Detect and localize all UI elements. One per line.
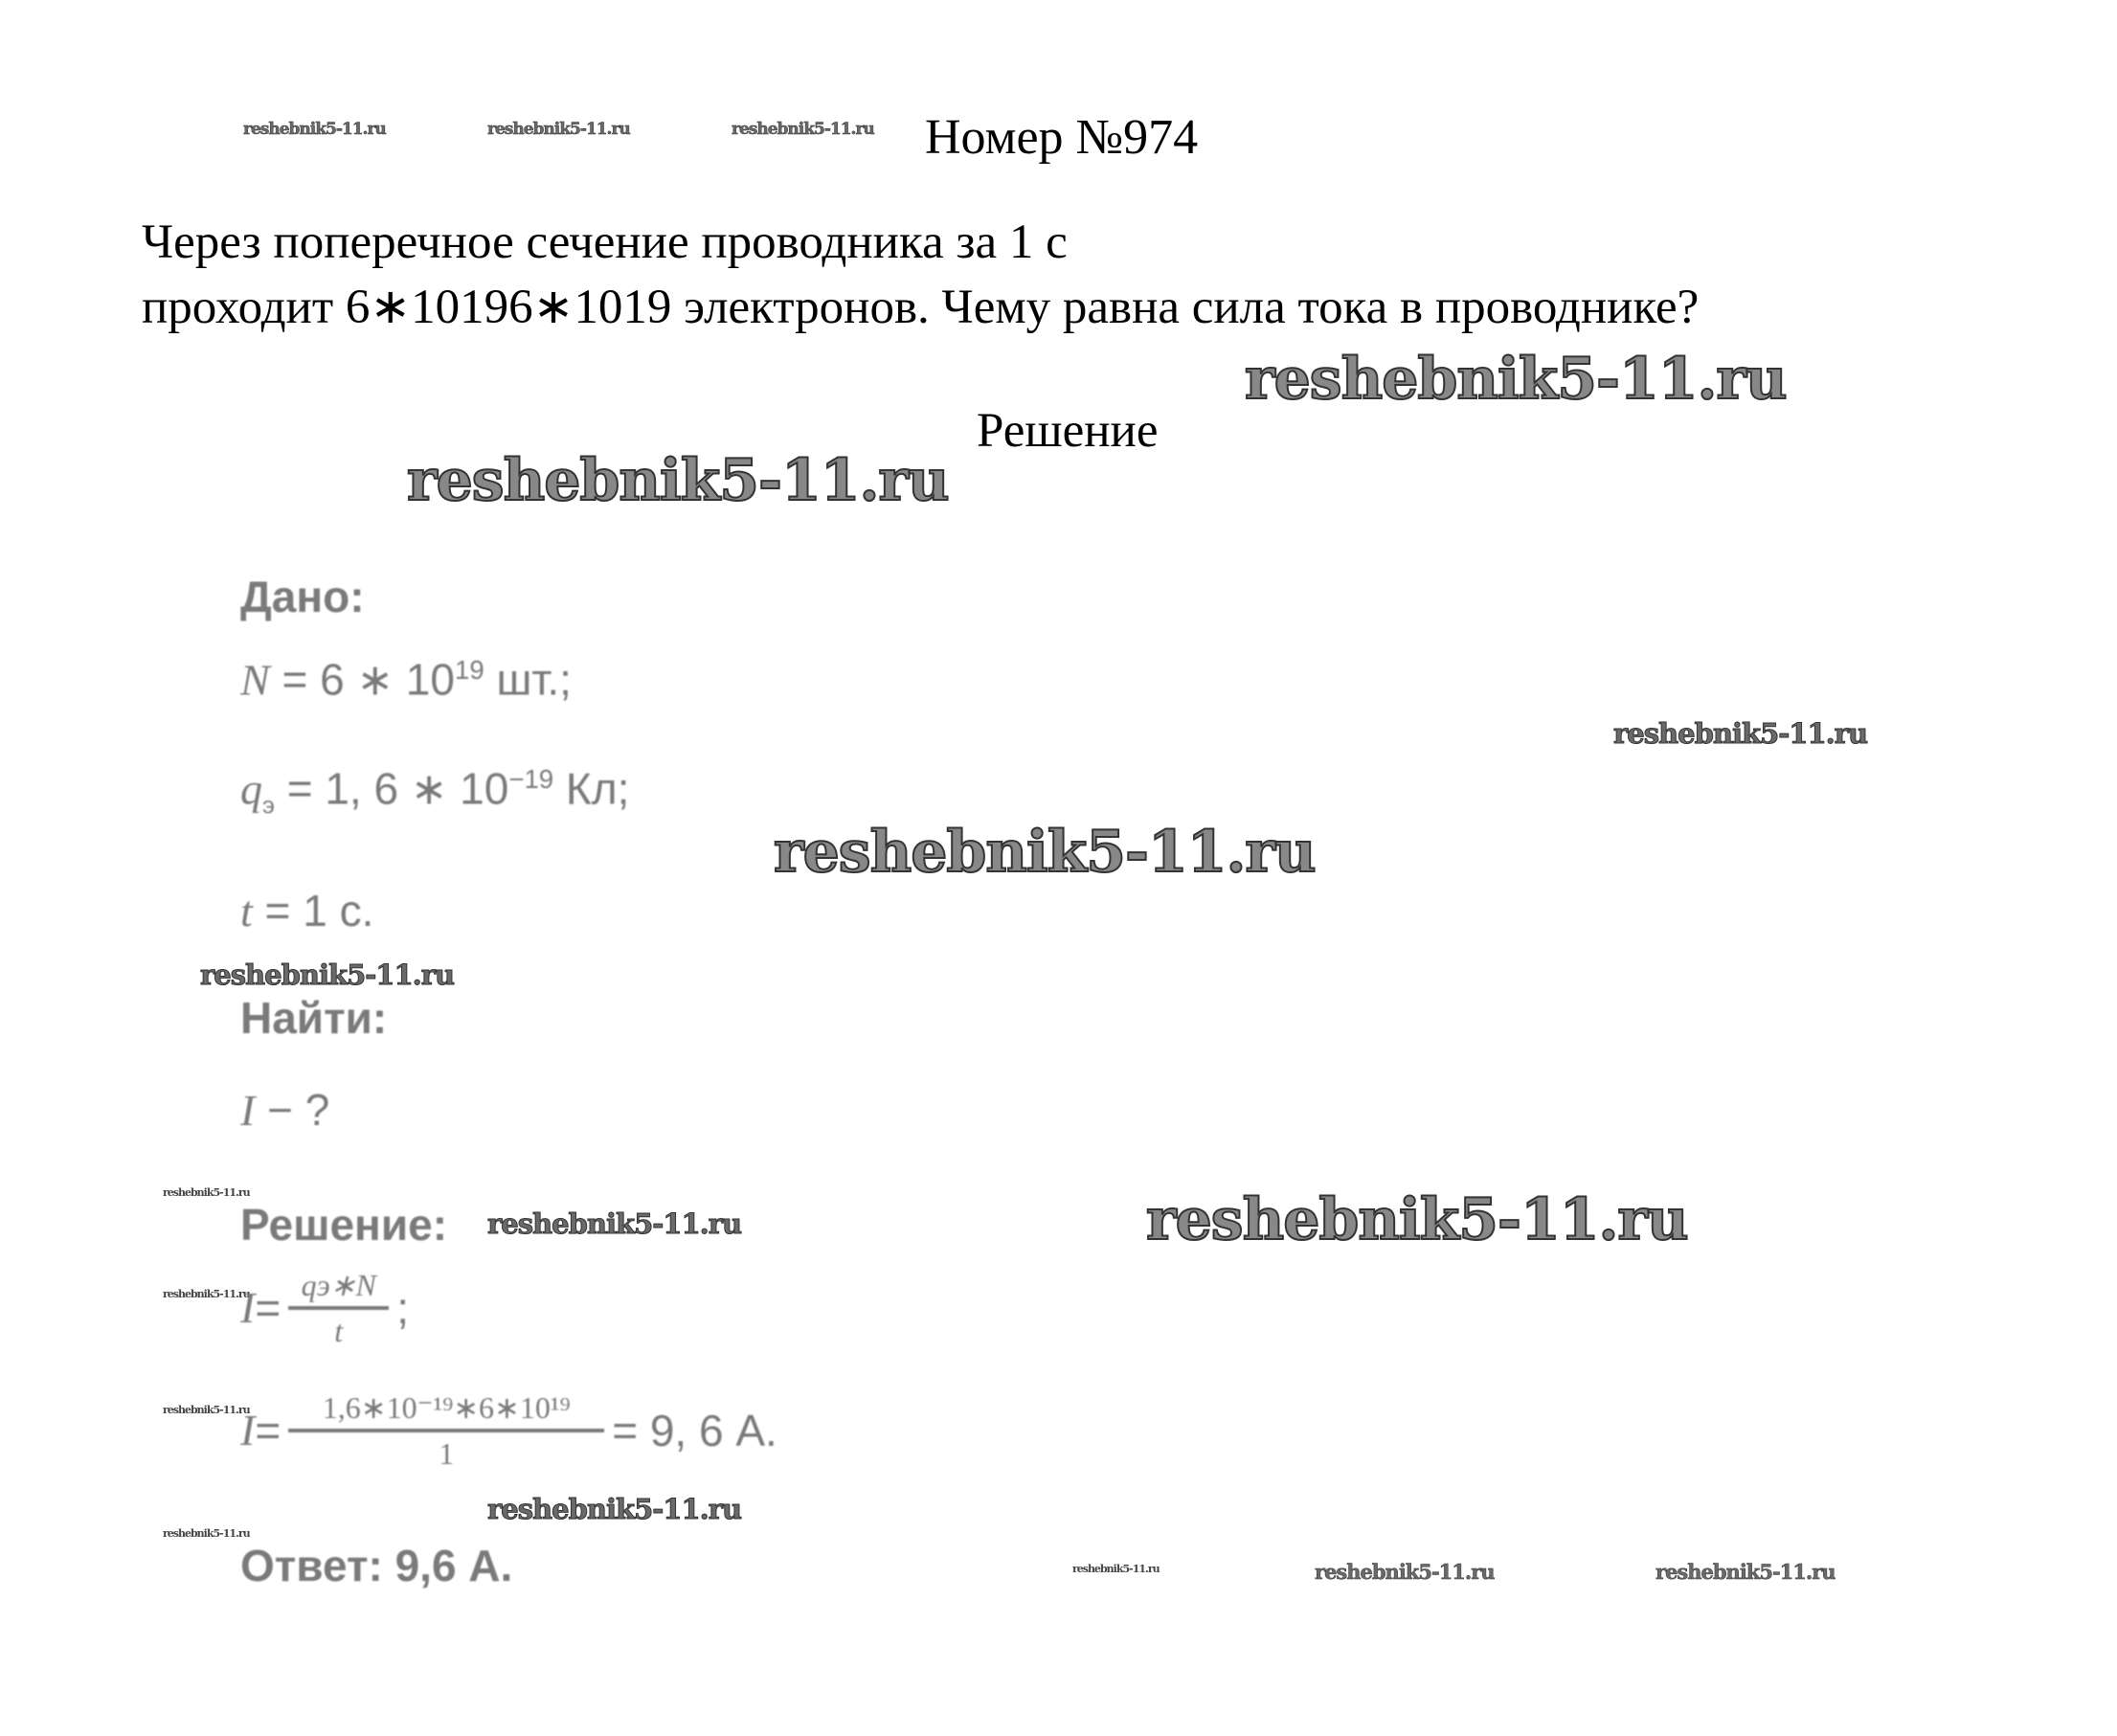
numerator: qэ∗N: [301, 1268, 376, 1302]
solution-heading: Решение: [977, 404, 1159, 458]
page-title: Номер №974: [925, 110, 1199, 165]
given-label: Дано:: [240, 572, 365, 621]
watermark: reshebnik5-11.ru: [1655, 1560, 1835, 1584]
find-label: Найти:: [240, 993, 388, 1043]
unit: Кл;: [553, 763, 630, 814]
watermark: reshebnik5-11.ru: [774, 819, 1316, 886]
var-t: t: [240, 887, 253, 936]
watermark: reshebnik5-11.ru: [163, 1288, 250, 1300]
fraction: [288, 1270, 389, 1346]
numerator: 1,6∗10⁻¹⁹∗6∗10¹⁹: [322, 1390, 571, 1425]
exponent: 19: [454, 655, 484, 685]
exponent: −19: [508, 764, 554, 794]
watermark: reshebnik5-11.ru: [1613, 717, 1868, 750]
denominator: 1: [439, 1436, 455, 1471]
eq: = 1, 6 ∗ 10: [274, 763, 509, 814]
eq: =: [255, 1283, 282, 1333]
watermark: reshebnik5-11.ru: [243, 120, 386, 139]
var-I: I: [240, 1406, 256, 1454]
var-I: I: [240, 1283, 256, 1332]
fraction-bar: [288, 1429, 604, 1432]
eq: =: [255, 1406, 282, 1455]
problem-line-2: проходит 6∗10196∗1019 электронов. Чему равна сила тока в проводнике?: [142, 281, 1700, 334]
var-q: q: [240, 764, 262, 814]
answer: Ответ: 9,6 А.: [240, 1541, 513, 1590]
watermark: reshebnik5-11.ru: [487, 1493, 742, 1525]
subscript: э: [262, 792, 275, 820]
given-q: [240, 763, 630, 820]
problem-line-1: Через поперечное сечение проводника за 1 с: [142, 215, 1068, 269]
watermark: reshebnik5-11.ru: [163, 1404, 250, 1416]
find-rest: − ?: [255, 1085, 330, 1135]
formula-calc: [240, 1392, 777, 1469]
watermark: reshebnik5-11.ru: [163, 1527, 250, 1540]
eq: = 1: [252, 886, 327, 936]
eq: = 6 ∗ 10: [269, 654, 455, 705]
unit: шт.;: [484, 654, 572, 705]
solution-label: Решение:: [240, 1200, 448, 1250]
watermark: reshebnik5-11.ru: [1072, 1563, 1160, 1575]
var-I: I: [240, 1086, 256, 1135]
fraction: [288, 1392, 604, 1469]
find-I: [240, 1085, 330, 1135]
watermark: reshebnik5-11.ru: [1146, 1186, 1688, 1253]
watermark: reshebnik5-11.ru: [732, 120, 874, 139]
unit: с.: [327, 886, 374, 936]
semicolon: ;: [396, 1283, 409, 1333]
fraction-bar: [288, 1306, 389, 1310]
denominator: t: [334, 1314, 344, 1348]
watermark: reshebnik5-11.ru: [407, 447, 949, 514]
watermark: reshebnik5-11.ru: [1245, 346, 1787, 413]
formula-current: [240, 1270, 409, 1346]
var-N: N: [240, 655, 270, 705]
watermark: reshebnik5-11.ru: [487, 1207, 742, 1240]
watermark: reshebnik5-11.ru: [1315, 1560, 1495, 1584]
given-N: [240, 654, 572, 705]
watermark: reshebnik5-11.ru: [200, 958, 455, 991]
result: = 9, 6 А.: [612, 1406, 777, 1455]
watermark: reshebnik5-11.ru: [163, 1186, 250, 1199]
given-t: [240, 886, 374, 936]
watermark: reshebnik5-11.ru: [487, 120, 630, 139]
